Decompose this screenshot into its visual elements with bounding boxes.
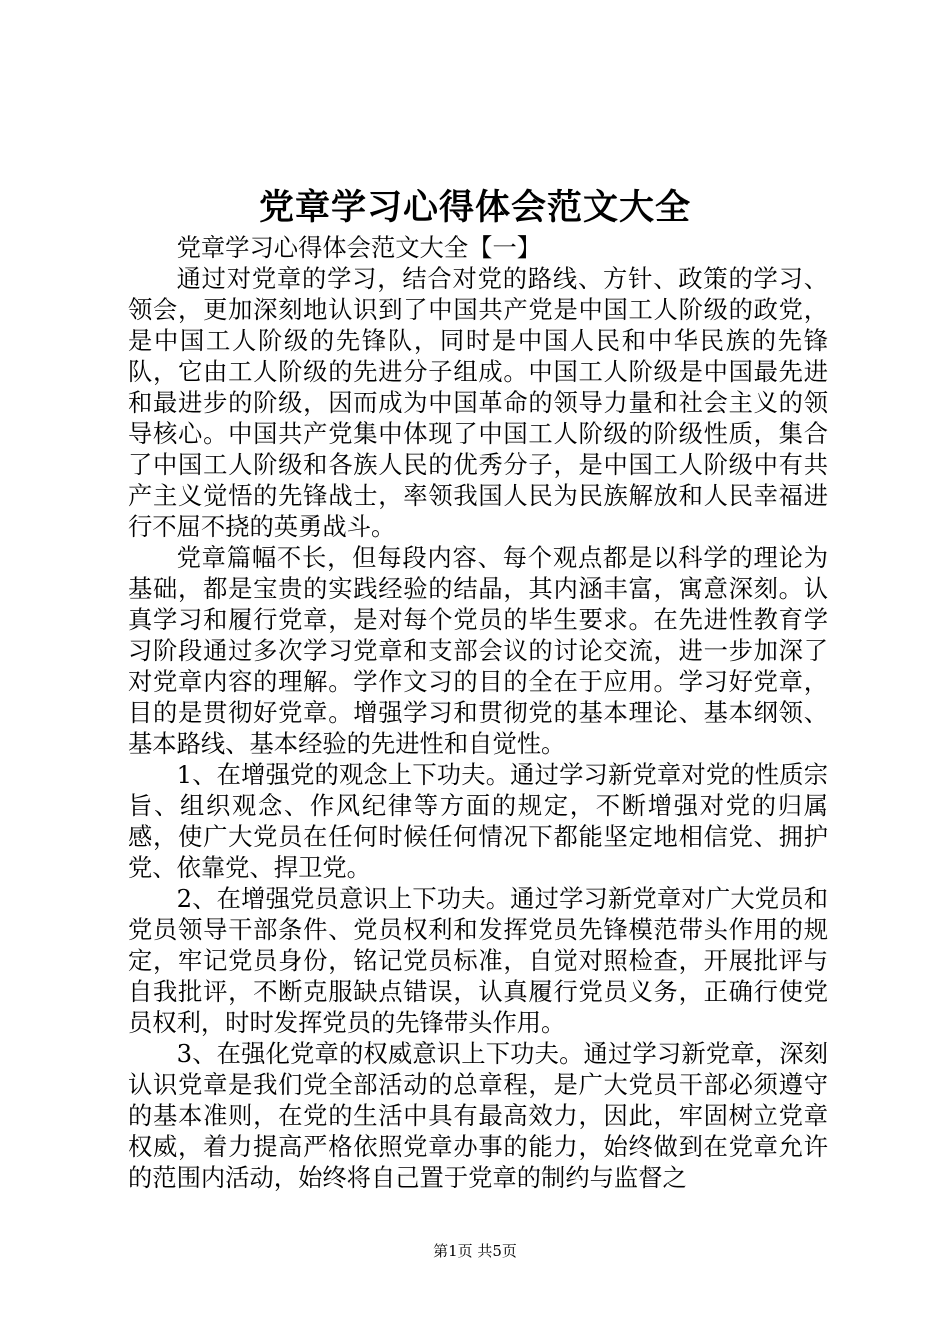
- paragraph: 3、在强化党章的权威意识上下功夫。通过学习新党章，深刻认识党章是我们党全部活动的总章程，是广大党员干部必须遵守的基本准则，在党的生活中具有最高效力，因此，牢固树立党章权威，着力提高严格依照党章办事的能力，始终做到在党章允许的范围内活动，始终将自己置于党章的制约与监督之: [128, 1039, 828, 1192]
- section-heading: 党章学习心得体会范文大全【一】: [176, 233, 542, 262]
- paragraph: 1、在增强党的观念上下功夫。通过学习新党章对党的性质宗旨、组织观念、作风纪律等方面的规定，不断增强对党的归属感，使广大党员在任何时候任何情况下都能坚定地相信党、拥护党、依靠党、捍卫党。: [128, 760, 828, 882]
- paragraph: 2、在增强党员意识上下功夫。通过学习新党章对广大党员和党员领导干部条件、党员权利和发挥党员先锋模范带头作用的规定，牢记党员身份，铭记党员标准，自觉对照检查，开展批评与自我批评，不断克服缺点错误，认真履行党员义务，正确行使党员权利，时时发挥党员的先锋带头作用。: [128, 884, 828, 1037]
- paragraph: 通过对党章的学习，结合对党的路线、方针、政策的学习、领会，更加深刻地认识到了中国共产党是中国工人阶级的政党，是中国工人阶级的先锋队，同时是中国人民和中华民族的先锋队，它由工人阶级的先进分子组成。中国工人阶级是中国最先进和最进步的阶级，因而成为中国革命的领导力量和社会主义的领导核心。中国共产党集中体现了中国工人阶级的阶级性质，集合了中国工人阶级和各族人民的优秀分子，是中国工人阶级中有共产主义觉悟的先锋战士，率领我国人民为民族解放和人民幸福进行不屈不挠的英勇战斗。: [128, 264, 828, 541]
- document-body: [128, 232, 828, 1193]
- document-title: 党章学习心得体会范文大全: [258, 187, 691, 228]
- page-number-footer: 第1页 共5页: [433, 1242, 517, 1260]
- paragraph: 党章篇幅不长，但每段内容、每个观点都是以科学的理论为基础，都是宝贵的实践经验的结晶，其内涵丰富，寓意深刻。认真学习和履行党章，是对每个党员的毕生要求。在先进性教育学习阶段通过多次学习党章和支部会议的讨论交流，进一步加深了对党章内容的理解。学作文习的目的全在于应用。学习好党章，目的是贯彻好党章。增强学习和贯彻党的基本理论、基本纲领、基本路线、基本经验的先进性和自觉性。: [128, 543, 828, 758]
